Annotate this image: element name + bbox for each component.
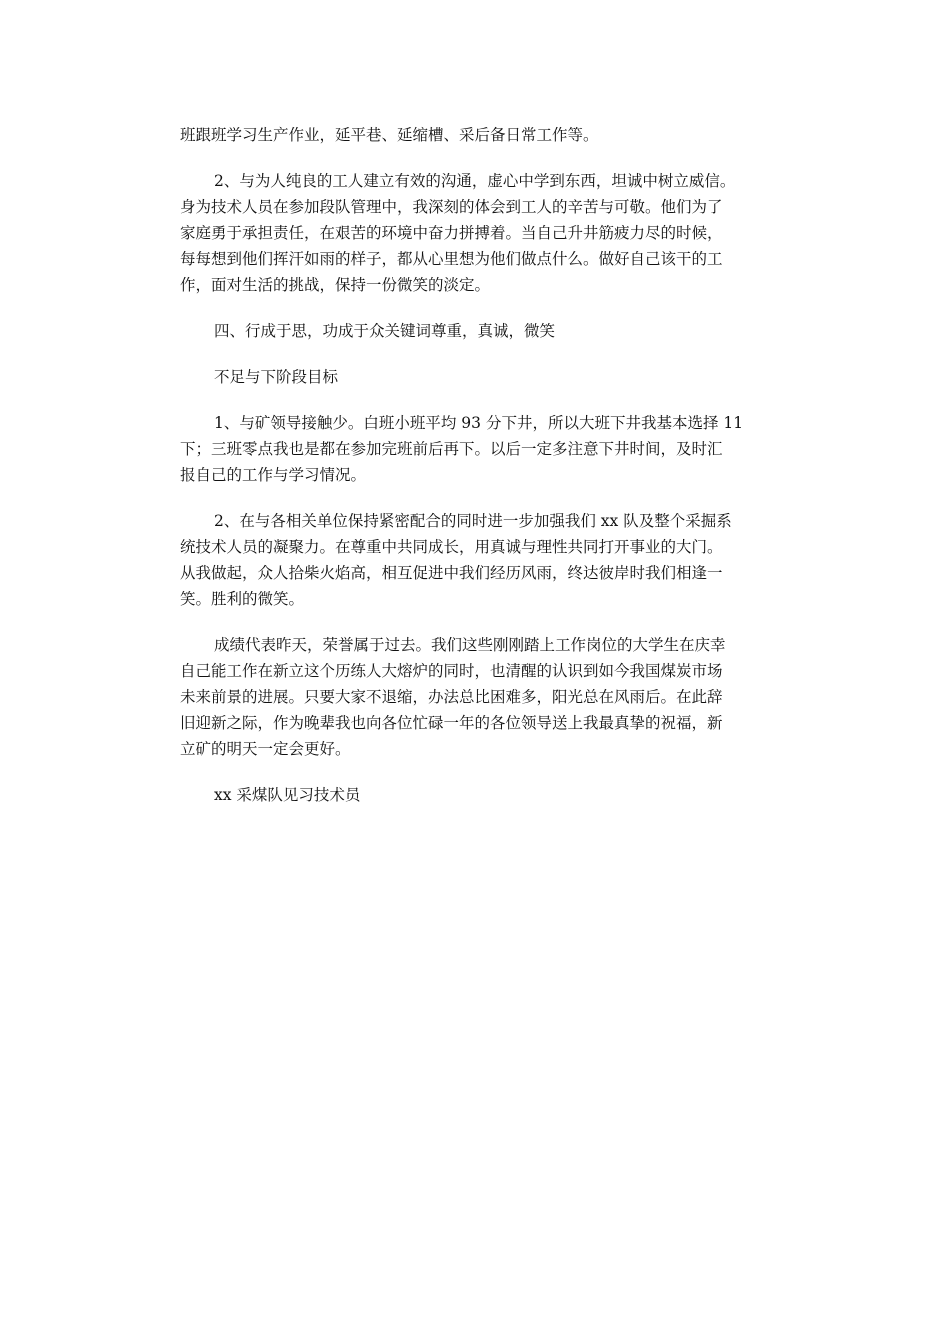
- paragraph-item-one: [180, 410, 780, 488]
- text-line: 统技术人员的凝聚力。在尊重中共同成长，用真诚与理性共同打开事业的大门。: [180, 538, 723, 556]
- text-line: 1、与矿领导接触少。白班小班平均 93 分下井，所以大班下井我基本选择 11: [214, 414, 744, 432]
- text-line: 旧迎新之际，作为晚辈我也向各位忙碌一年的各位领导送上我最真挚的祝福，新: [180, 714, 723, 732]
- text-line: 每每想到他们挥汗如雨的样子，都从心里想为他们做点什么。做好自己该干的工: [180, 250, 723, 268]
- text-line: 报自己的工作与学习情况。: [180, 466, 367, 484]
- section-heading-shortcomings: [180, 364, 780, 390]
- section-heading-four: [180, 318, 780, 344]
- text-line: 自己能工作在新立这个历练人大熔炉的同时，也清醒的认识到如今我国煤炭市场: [180, 662, 723, 680]
- paragraph-item-two: [180, 508, 780, 612]
- signature: [180, 782, 780, 808]
- text-line: 笑。胜利的微笑。: [180, 590, 305, 608]
- paragraph-continuation: [180, 122, 780, 148]
- text-line: xx 采煤队见习技术员: [214, 786, 361, 804]
- document-body: [180, 122, 780, 828]
- text-line: 2、与为人纯良的工人建立有效的沟通，虚心中学到东西，坦诚中树立威信。: [214, 172, 736, 190]
- text-line: 下；三班零点我也是都在参加完班前后再下。以后一定多注意下井时间，及时汇: [180, 440, 723, 458]
- text-line: 四、行成于思，功成于众关键词尊重，真诚，微笑: [214, 322, 556, 340]
- paragraph-conclusion: [180, 632, 780, 762]
- text-line: 作，面对生活的挑战，保持一份微笑的淡定。: [180, 276, 491, 294]
- text-line: 家庭勇于承担责任，在艰苦的环境中奋力拼搏着。当自己升井筋疲力尽的时候，: [180, 224, 723, 242]
- text-line: 未来前景的进展。只要大家不退缩，办法总比困难多，阳光总在风雨后。在此辞: [180, 688, 723, 706]
- text-line: 身为技术人员在参加段队管理中，我深刻的体会到工人的辛苦与可敬。他们为了: [180, 198, 723, 216]
- text-line: 成绩代表昨天，荣誉属于过去。我们这些刚刚踏上工作岗位的大学生在庆幸: [214, 636, 726, 654]
- text-line: 不足与下阶段目标: [214, 368, 339, 386]
- paragraph-communication: [180, 168, 780, 298]
- text-line: 2、在与各相关单位保持紧密配合的同时进一步加强我们 xx 队及整个采掘系: [214, 512, 732, 530]
- text-line: 班跟班学习生产作业，延平巷、延缩槽、采后备日常工作等。: [180, 126, 599, 144]
- text-line: 从我做起，众人拾柴火焰高，相互促进中我们经历风雨，终达彼岸时我们相逢一: [180, 564, 723, 582]
- text-line: 立矿的明天一定会更好。: [180, 740, 351, 758]
